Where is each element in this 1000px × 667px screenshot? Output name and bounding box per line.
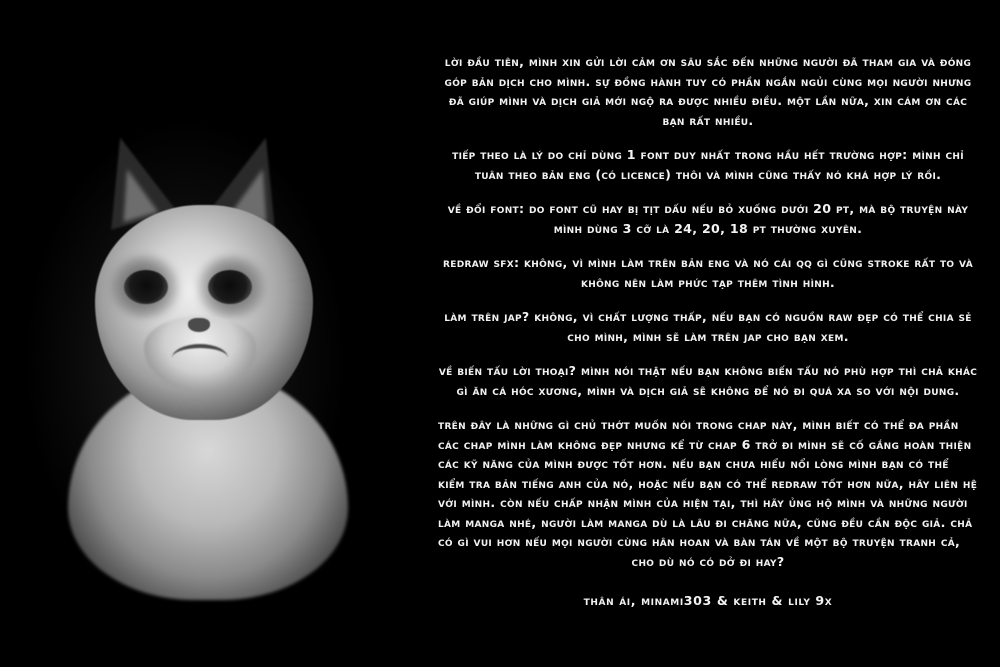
note-paragraph: về biến tấu lời thoại? mình nói thật nếu bạn không biến tấu nó phù hợp thì chả khác gì ăn cá hóc xương, mình và dịch giả sẽ không để nó đi quá xa so với nội dung. (438, 363, 978, 398)
cat-eye-right (208, 270, 252, 304)
note-paragraph: về đổi font: do font cũ hay bị tịt dấu nếu bỏ xuống dưới 20 pt, mà bộ truyện này mình dùng 3 cỡ là 24, 20, 18 pt thường xuyên. (447, 201, 969, 236)
cat-eye-left (124, 270, 168, 304)
grumpy-cat-photo (0, 0, 420, 667)
cat-nose (188, 318, 210, 332)
note-paragraph: redraw sfx: không, vì mình làm trên bản eng và nó cái qq gì cũng stroke rất to và không nên làm phức tạp thêm tình hình. (443, 255, 973, 290)
note-signature: thân ái, minami303 & keith & lily 9x (583, 593, 833, 609)
note-paragraph: làm trên jap? không, vì chất lượng thấp, nếu bạn có nguồn raw đẹp có thể chia sẻ cho mình, mình sẽ làm trên jap cho bạn xem. (444, 309, 972, 344)
cat-illustration (60, 120, 350, 590)
note-paragraph: trên đây là những gì chủ thớt muốn nói trong chap này, mình biết có thể đa phần các chap mình làm không đẹp nhưng kể từ chap 6 trở đi mình sẽ cố gắng hoàn thiện các kỹ năng của mình được tốt hơn. nếu bạn chưa hiểu nổi lòng mình bạn có thể kiểm tra bản tiếng anh của nó, hoặc nếu bạn có thể redraw tốt hơn nữa, hãy liên hệ với mình. còn nếu chấp nhận mình của hiện tại, thì hãy ủng hộ mình và những người làm manga nhé, người làm manga dù là lâu đi chăng nữa, cũng đều cần độc giả. chả có gì vui hơn nếu mọi người cùng hân hoan và bàn tán về một bộ truyện tranh cả, cho dù nó có dở đi hay? (438, 417, 978, 569)
cat-frown-mouth (172, 344, 228, 372)
credits-text-column (420, 0, 1000, 667)
note-paragraph: lời đầu tiên, mình xin gửi lời cảm ơn sâu sắc đến những người đã tham gia và đóng góp bản dịch cho mình. sự đồng hành tuy có phần ngắn ngủi cùng mọi người nhưng đã giúp mình và dịch giả mới ngộ ra được nhiều điều. một lần nữa, xin cám ơn các bạn rất nhiều. (444, 54, 972, 128)
note-paragraph: tiếp theo là lý do chỉ dùng 1 font duy nhất trong hầu hết trường hợp: mình chỉ tuân theo bản eng (có licence) thôi và mình cũng thấy nó khá hợp lý rồi. (452, 147, 964, 182)
